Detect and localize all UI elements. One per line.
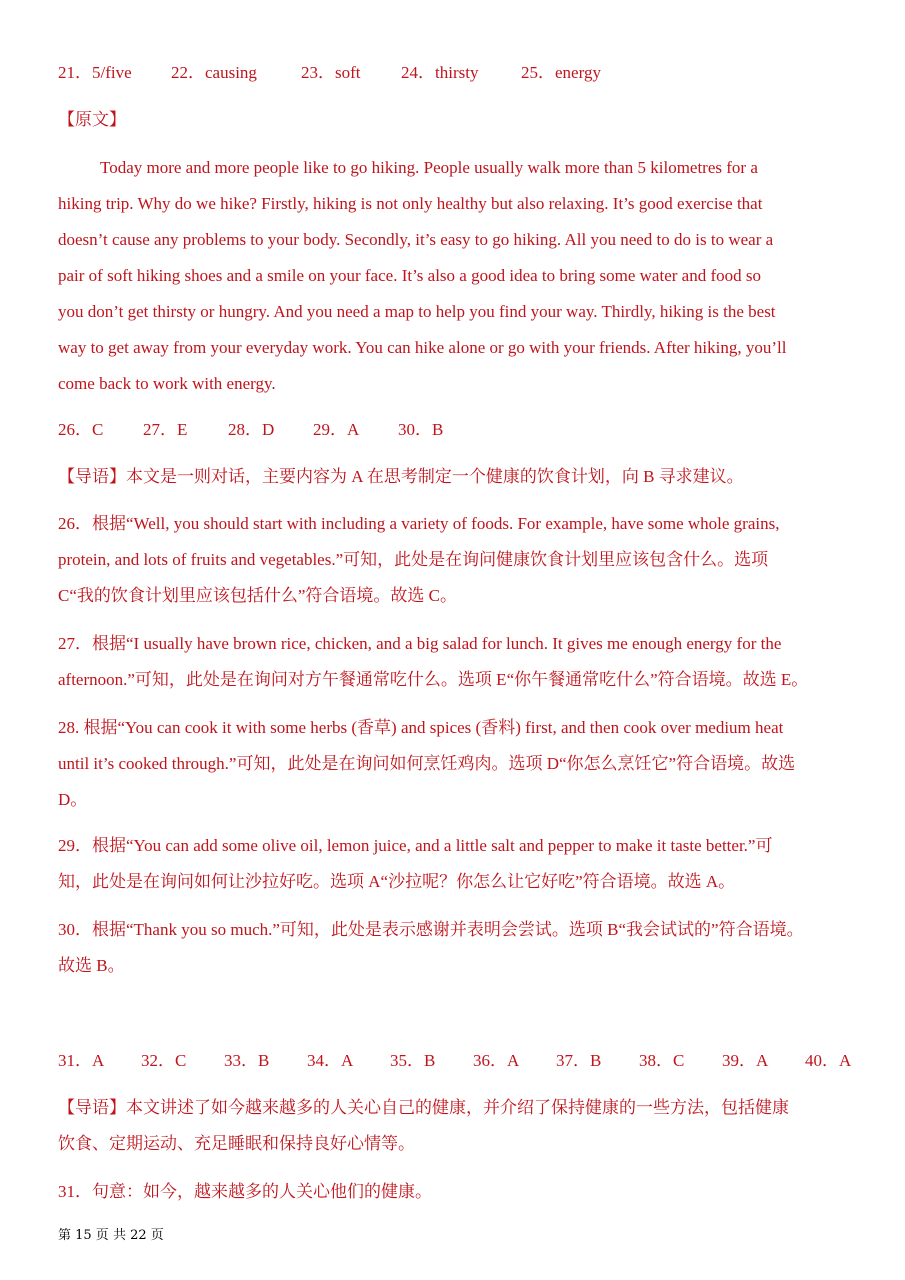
explanation-28 — [58, 710, 848, 818]
answer-30: 30．B — [398, 420, 444, 439]
original-text-line: pair of soft hiking shoes and a smile on your face. It’s also a good idea to bring some water and food so — [58, 266, 761, 285]
explanation-line: afternoon.”可知，此处是在询问对方午餐通常吃什么。选项 E“你午餐通常吃什么”符合语境。故选 E。 — [58, 670, 809, 689]
answer-27: 27．E — [143, 420, 188, 439]
explanation-line: C“我的饮食计划里应该包括什么”符合语境。故选 C。 — [58, 586, 458, 605]
answer-25: 25．energy — [521, 63, 601, 82]
answers-21-25 — [58, 61, 601, 85]
original-text-line: you don’t get thirsty or hungry. And you need a map to help you find your way. Thirdly, hiking is the best — [58, 302, 776, 321]
answer-23: 23．soft — [301, 63, 361, 82]
explanation-line: 30．根据“Thank you so much.”可知，此处是表示感谢并表明会尝试。选项 B“我会试试的”符合语境。 — [58, 920, 804, 939]
explanation-line: 29．根据“You can add some olive oil, lemon juice, and a little salt and pepper to make it taste better.”可 — [58, 836, 773, 855]
original-text-line: doesn’t cause any problems to your body. Secondly, it’s easy to go hiking. All you need to do is to wear a — [58, 230, 774, 249]
explanation-30 — [58, 912, 848, 984]
answer-34: 34．A — [307, 1051, 354, 1070]
answer-37: 37．B — [556, 1051, 602, 1070]
answer-36: 36．A — [473, 1051, 520, 1070]
explanation-line: protein, and lots of fruits and vegetables.”可知，此处是在询问健康饮食计划里应该包含什么。选项 — [58, 550, 769, 569]
original-text-line: hiking trip. Why do we hike? Firstly, hiking is not only healthy but also relaxing. It’s good exercise that — [58, 194, 763, 213]
explanation-31: 31．句意：如今，越来越多的人关心他们的健康。 — [58, 1182, 432, 1201]
explanation-line: 27．根据“I usually have brown rice, chicken, and a big salad for lunch. It gives me enough energy for the — [58, 634, 782, 653]
page-footer: 第 15 页 共 22 页 — [58, 1228, 164, 1243]
answer-40: 40．A — [805, 1051, 852, 1070]
answer-29: 29．A — [313, 420, 360, 439]
answer-26: 26．C — [58, 420, 104, 439]
answer-21: 21．5/five — [58, 63, 132, 82]
explanation-line: 故选 B。 — [58, 956, 125, 975]
guide-intro-dialogue: 【导语】本文是一则对话，主要内容为 A 在思考制定一个健康的饮食计划，向 B 寻求建议。 — [58, 467, 744, 486]
explanation-line: 26．根据“Well, you should start with including a variety of foods. For example, have some whole grains, — [58, 514, 780, 533]
original-text — [58, 150, 848, 402]
answer-33: 33．B — [224, 1051, 270, 1070]
original-text-line: Today more and more people like to go hiking. People usually walk more than 5 kilometres for a — [100, 158, 758, 177]
answer-24: 24．thirsty — [401, 63, 479, 82]
original-text-line: way to get away from your everyday work. You can hike alone or go with your friends. After hiking, you’ll — [58, 338, 787, 357]
explanation-line: D。 — [58, 790, 88, 809]
guide-line: 【导语】本文讲述了如今越来越多的人关心自己的健康，并介绍了保持健康的一些方法，包括健康 — [58, 1098, 789, 1117]
explanation-line: 知，此处是在询问如何让沙拉好吃。选项 A“沙拉呢？你怎么让它好吃”符合语境。故选 A。 — [58, 872, 736, 891]
explanation-27 — [58, 626, 848, 698]
answers-31-40 — [58, 1049, 851, 1073]
answer-38: 38．C — [639, 1051, 685, 1070]
original-heading: 【原文】 — [58, 110, 126, 129]
original-text-line: come back to work with energy. — [58, 374, 276, 393]
explanation-line: 28. 根据“You can cook it with some herbs (香草) and spices (香料) first, and then cook over medium heat — [58, 718, 784, 737]
answer-32: 32．C — [141, 1051, 187, 1070]
answer-39: 39．A — [722, 1051, 769, 1070]
answer-28: 28．D — [228, 420, 275, 439]
answer-22: 22．causing — [171, 63, 257, 82]
explanation-line: until it’s cooked through.”可知，此处是在询问如何烹饪鸡肉。选项 D“你怎么烹饪它”符合语境。故选 — [58, 754, 796, 773]
answer-35: 35．B — [390, 1051, 436, 1070]
guide-line: 饮食、定期运动、充足睡眠和保持良好心情等。 — [58, 1134, 415, 1153]
answer-31: 31．A — [58, 1051, 105, 1070]
explanation-29 — [58, 828, 848, 900]
answers-26-30 — [58, 418, 443, 442]
explanation-26 — [58, 506, 848, 614]
guide-intro-health — [58, 1090, 848, 1162]
